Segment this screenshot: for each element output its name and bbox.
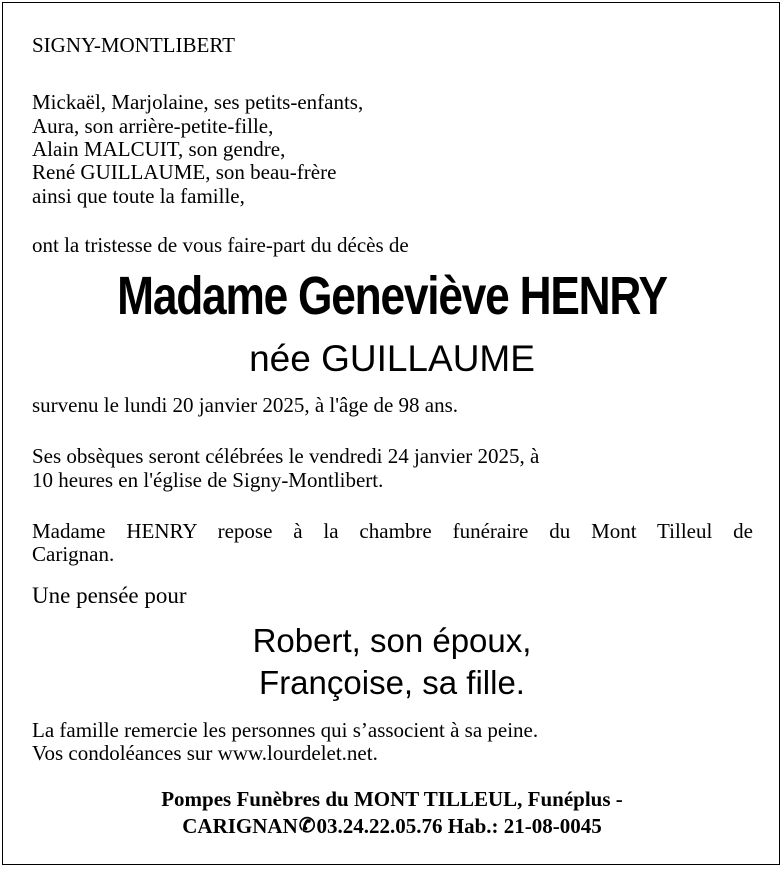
deceased-maiden-name: née GUILLAUME bbox=[249, 338, 535, 379]
phone-icon: ✆ bbox=[298, 815, 316, 837]
thanks-line-1: La famille remercie les personnes qui s’associent à sa peine. bbox=[32, 718, 539, 742]
thought-intro: Une pensée pour bbox=[32, 583, 187, 608]
funeral-line-2: 10 heures en l'église de Signy-Montlibert. bbox=[32, 468, 384, 492]
family-line-3: Alain MALCUIT, son gendre, bbox=[32, 137, 286, 161]
family-line-4: René GUILLAUME, son beau-frère bbox=[32, 160, 337, 184]
family-line-2: Aura, son arrière-petite-fille, bbox=[32, 114, 274, 138]
location-heading: SIGNY-MONTLIBERT bbox=[32, 33, 235, 57]
footer-hab: Hab.: 21-08-0045 bbox=[447, 814, 602, 838]
announcement-text: ont la tristesse de vous faire-part du décès de bbox=[32, 233, 409, 257]
thanks-line-2: Vos condoléances sur www.lourdelet.net. bbox=[32, 741, 378, 765]
footer-line-2 bbox=[0, 813, 784, 840]
footer-phone: 03.24.22.05.76 bbox=[316, 814, 443, 838]
footer-city: CARIGNAN bbox=[182, 814, 298, 838]
deceased-name: Madame Geneviève HENRY bbox=[117, 266, 667, 326]
funeral-line-1: Ses obsèques seront célébrées le vendredi 24 janvier 2025, à bbox=[32, 444, 540, 468]
footer-line-1: Pompes Funèbres du MONT TILLEUL, Funéplus - bbox=[161, 787, 623, 811]
family-line-1: Mickaël, Marjolaine, ses petits-enfants, bbox=[32, 90, 364, 114]
rest-line-1: Madame HENRY repose à la chambre funéraire du Mont Tilleul de bbox=[32, 519, 753, 543]
rest-line-2: Carignan. bbox=[32, 542, 115, 566]
thought-line-1: Robert, son époux, bbox=[252, 622, 532, 659]
family-line-5: ainsi que toute la famille, bbox=[32, 184, 245, 208]
thought-line-2: Françoise, sa fille. bbox=[259, 664, 525, 701]
death-notice-text: survenu le lundi 20 janvier 2025, à l'âge de 98 ans. bbox=[32, 393, 459, 417]
